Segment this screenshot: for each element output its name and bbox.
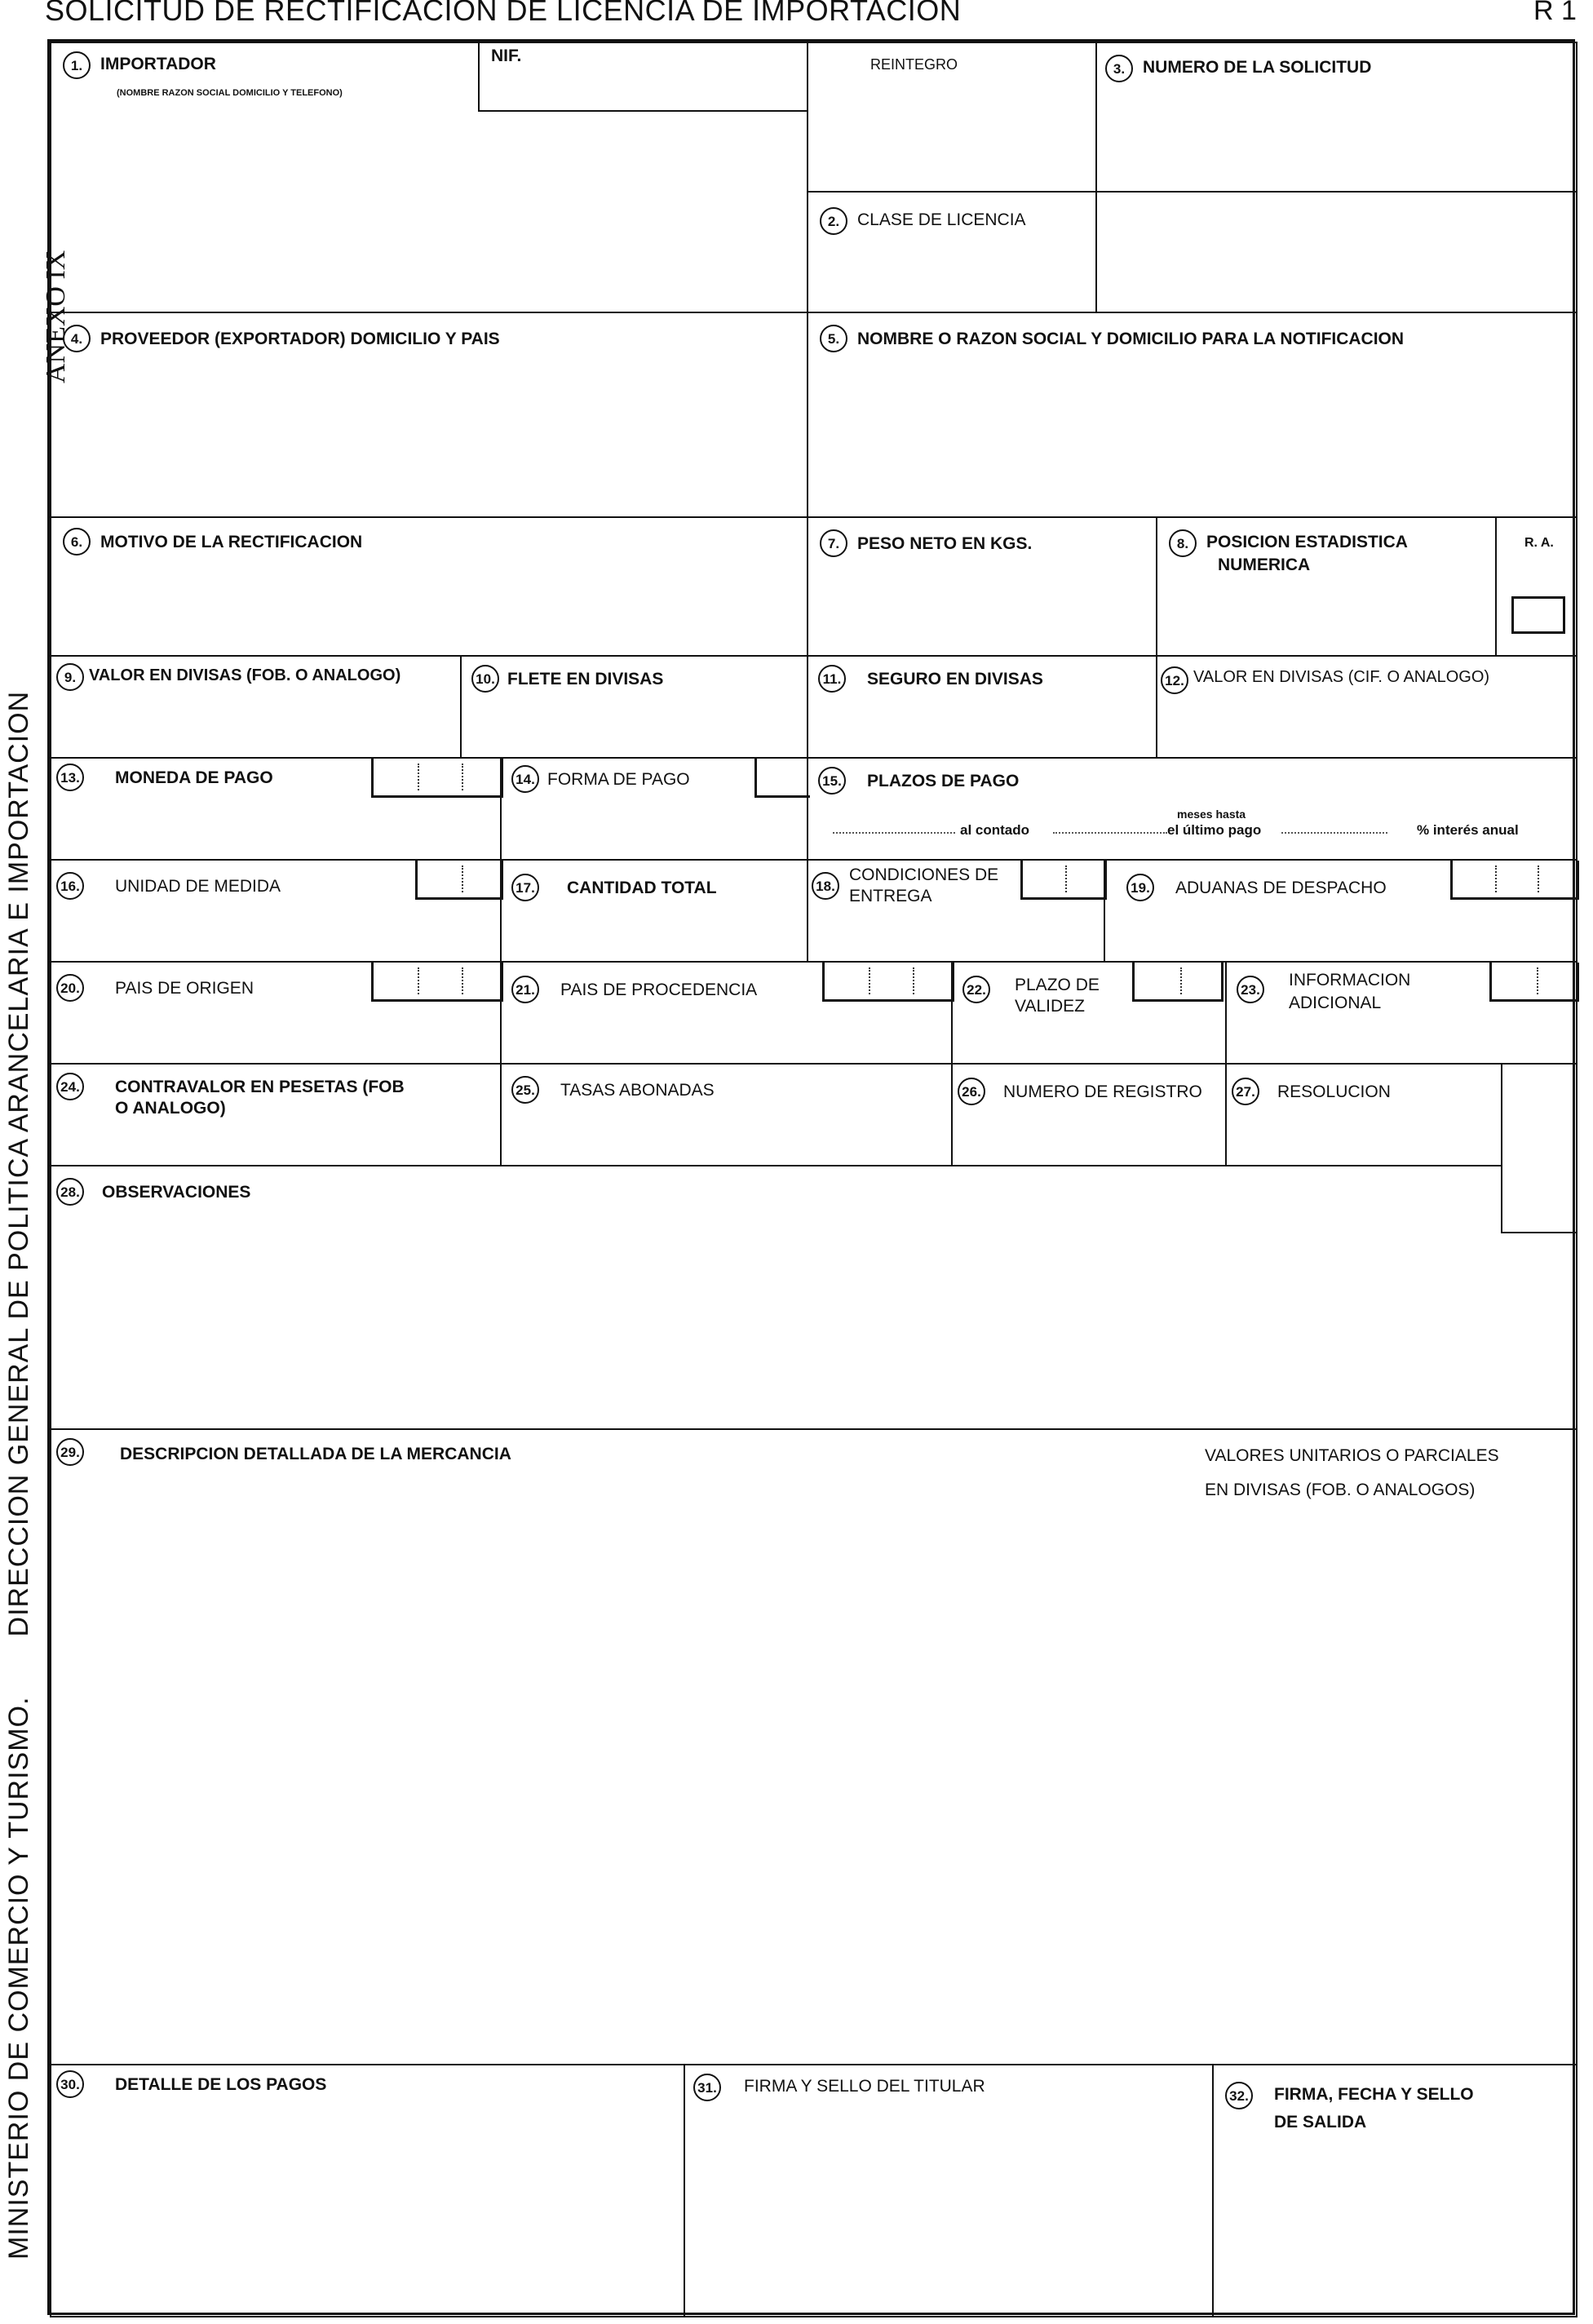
field-number-27: 27.	[1232, 1078, 1259, 1105]
field-21-code-box[interactable]	[822, 963, 954, 1002]
field-15-last-payment: el último pago	[1167, 822, 1262, 838]
field-13-currency[interactable]	[50, 757, 502, 861]
field-number-1: 1.	[63, 51, 91, 79]
field-number-14: 14.	[511, 765, 539, 793]
field-24-peseta-value[interactable]	[50, 1063, 502, 1166]
field-2-label: CLASE DE LICENCIA	[857, 210, 1026, 229]
field-number-11: 11.	[818, 665, 846, 693]
reintegro-label: REINTEGRO	[870, 56, 958, 73]
field-number-28: 28.	[56, 1178, 84, 1206]
field-21-provenance-country[interactable]	[500, 961, 953, 1065]
field-15-label: PLAZOS DE PAGO	[867, 772, 1020, 790]
field-3-label: NUMERO DE LA SOLICITUD	[1143, 58, 1372, 77]
ministry-name: MINISTERIO DE COMERCIO Y TURISMO.	[3, 1696, 34, 2260]
field-26-registry-number[interactable]	[951, 1063, 1227, 1166]
field-18-label: CONDICIONES DE	[849, 865, 999, 884]
field-29-values-label: VALORES UNITARIOS O PARCIALES	[1205, 1446, 1499, 1465]
field-22-validity[interactable]	[951, 961, 1227, 1065]
field-10-freight[interactable]	[460, 655, 808, 759]
field-number-6: 6.	[63, 528, 91, 556]
field-2-license-class[interactable]	[807, 191, 1097, 313]
field-23-label-2: ADICIONAL	[1289, 994, 1382, 1012]
field-18-delivery-conditions[interactable]	[807, 859, 1105, 963]
nif-field[interactable]	[478, 42, 808, 112]
field-31-holder-signature[interactable]	[684, 2064, 1214, 2317]
empty-box-top-right[interactable]	[1095, 191, 1578, 313]
field-number-12: 12.	[1161, 666, 1188, 694]
field-26-label: NUMERO DE REGISTRO	[1003, 1082, 1202, 1101]
field-22-label: PLAZO DE	[1015, 976, 1100, 994]
field-9-fob-value[interactable]	[50, 655, 462, 759]
field-27-label: RESOLUCION	[1277, 1082, 1391, 1101]
field-15-payment-terms[interactable]	[807, 757, 1578, 861]
field-19-code-box[interactable]	[1450, 861, 1579, 900]
field-23-label: INFORMACION	[1289, 971, 1411, 989]
field-20-code-box[interactable]	[371, 963, 503, 1002]
field-number-13: 13.	[56, 764, 84, 791]
field-14-code-box[interactable]	[754, 759, 810, 798]
field-22-label-2: VALIDEZ	[1015, 997, 1085, 1016]
field-1-sublabel: (NOMBRE RAZON SOCIAL DOMICILIO Y TELEFONO)	[117, 88, 343, 98]
field-25-fees-paid[interactable]	[500, 1063, 953, 1166]
field-7-net-weight[interactable]	[807, 516, 1157, 657]
field-18-label-2: ENTREGA	[849, 887, 932, 905]
field-4-label: PROVEEDOR (EXPORTADOR) DOMICILIO Y PAIS	[100, 330, 500, 348]
field-21-label: PAIS DE PROCEDENCIA	[560, 981, 758, 999]
field-24-label: CONTRAVALOR EN PESETAS (FOB	[115, 1078, 405, 1096]
field-14-label: FORMA DE PAGO	[547, 770, 690, 789]
field-30-label: DETALLE DE LOS PAGOS	[115, 2075, 327, 2094]
field-8-statistical-position[interactable]	[1156, 516, 1497, 657]
field-number-3: 3.	[1105, 55, 1133, 82]
field-15-cash: al contado	[960, 822, 1030, 838]
field-4-supplier[interactable]	[50, 312, 808, 518]
field-10-label: FLETE EN DIVISAS	[507, 670, 664, 688]
field-22-code-box[interactable]	[1132, 963, 1224, 1002]
field-17-label: CANTIDAD TOTAL	[567, 879, 717, 897]
field-11-label: SEGURO EN DIVISAS	[867, 670, 1043, 688]
field-28-observations[interactable]	[50, 1165, 1502, 1430]
field-19-customs[interactable]	[1104, 859, 1578, 963]
field-11-insurance[interactable]	[807, 655, 1157, 759]
field-18-code-box[interactable]	[1020, 861, 1107, 900]
field-28-label: OBSERVACIONES	[102, 1183, 251, 1202]
field-30-payment-details[interactable]	[50, 2064, 685, 2317]
field-23-additional-info[interactable]	[1225, 961, 1578, 1065]
field-number-7: 7.	[820, 529, 847, 557]
field-number-23: 23.	[1237, 976, 1264, 1003]
field-5-label: NOMBRE O RAZON SOCIAL Y DOMICILIO PARA LA NOTIFICACION	[857, 330, 1405, 348]
annex-label: ANEXO IX	[41, 250, 71, 383]
field-number-17: 17.	[511, 874, 539, 901]
field-24-label-2: O ANALOGO)	[115, 1099, 226, 1118]
ra-field[interactable]	[1495, 516, 1578, 657]
field-25-label: TASAS ABONADAS	[560, 1081, 715, 1100]
field-1-label: IMPORTADOR	[100, 55, 216, 73]
field-15-interest: % interés anual	[1417, 822, 1519, 838]
field-number-4: 4.	[63, 325, 91, 352]
field-number-25: 25.	[511, 1076, 539, 1104]
field-29-values-label-2: EN DIVISAS (FOB. O ANALOGOS)	[1205, 1481, 1476, 1499]
field-number-20: 20.	[56, 974, 84, 1002]
field-6-label: MOTIVO DE LA RECTIFICACION	[100, 533, 363, 551]
field-number-16: 16.	[56, 872, 84, 900]
field-number-24: 24.	[56, 1073, 84, 1100]
field-31-label: FIRMA Y SELLO DEL TITULAR	[744, 2077, 985, 2096]
direction-name: DIRECCION GENERAL DE POLITICA ARANCELARIA E IMPORTACION	[3, 690, 34, 1637]
ra-checkbox[interactable]	[1511, 596, 1565, 634]
ra-label: R. A.	[1524, 536, 1554, 550]
field-16-code-box[interactable]	[415, 861, 503, 900]
rectification-form	[47, 39, 1575, 2315]
field-12-label: VALOR EN DIVISAS (CIF. O ANALOGO)	[1193, 668, 1490, 686]
field-number-2: 2.	[820, 207, 847, 235]
field-number-29: 29.	[56, 1438, 84, 1466]
field-17-total-quantity[interactable]	[500, 859, 808, 963]
field-number-30: 30.	[56, 2070, 84, 2098]
field-number-10: 10.	[471, 665, 499, 693]
field-27-resolution[interactable]	[1225, 1063, 1502, 1166]
field-number-19: 19.	[1126, 874, 1154, 901]
field-3-request-number[interactable]	[1095, 42, 1578, 193]
field-number-5: 5.	[820, 325, 847, 352]
ministry-sidebar	[3, 237, 35, 2260]
field-5-notification[interactable]	[807, 312, 1578, 518]
field-number-21: 21.	[511, 976, 539, 1003]
field-29-goods-description[interactable]	[50, 1428, 1578, 2065]
field-23-code-box[interactable]	[1489, 963, 1579, 1002]
field-8-label-2: NUMERICA	[1218, 556, 1311, 574]
field-number-18: 18.	[812, 872, 839, 900]
field-19-label: ADUANAS DE DESPACHO	[1175, 879, 1387, 897]
field-9-label: VALOR EN DIVISAS (FOB. O ANALOGO)	[89, 666, 401, 684]
field-number-15: 15.	[818, 767, 846, 795]
field-32-label: FIRMA, FECHA Y SELLO	[1274, 2085, 1474, 2104]
field-13-label: MONEDA DE PAGO	[115, 768, 273, 787]
field-13-code-box[interactable]	[371, 759, 503, 798]
reintegro-field[interactable]	[807, 42, 1097, 193]
field-15-months-until: meses hasta	[1177, 808, 1246, 821]
field-32-label-2: DE SALIDA	[1274, 2113, 1367, 2131]
field-number-26: 26.	[958, 1078, 985, 1105]
field-7-label: PESO NETO EN KGS.	[857, 534, 1033, 553]
field-20-label: PAIS DE ORIGEN	[115, 979, 254, 998]
field-16-unit[interactable]	[50, 859, 502, 963]
form-code: R 1	[1533, 0, 1577, 26]
field-number-8: 8.	[1169, 529, 1197, 557]
field-32-exit-signature[interactable]	[1212, 2064, 1578, 2317]
field-number-22: 22.	[962, 976, 990, 1003]
field-number-31: 31.	[693, 2074, 721, 2101]
field-12-cif-value[interactable]	[1156, 655, 1578, 759]
observations-right-extension	[1501, 1232, 1578, 1430]
nif-label: NIF.	[491, 46, 522, 65]
resolution-side-box[interactable]	[1501, 1063, 1578, 1233]
form-title: SOLICITUD DE RECTIFICACION DE LICENCIA DE IMPORTACION	[45, 0, 962, 27]
field-29-label: DESCRIPCION DETALLADA DE LA MERCANCIA	[120, 1445, 511, 1463]
field-number-9: 9.	[56, 663, 84, 691]
field-8-label: POSICION ESTADISTICA	[1206, 533, 1408, 551]
field-14-payment-method[interactable]	[500, 757, 808, 861]
field-number-32: 32.	[1225, 2082, 1253, 2109]
field-16-label: UNIDAD DE MEDIDA	[115, 877, 281, 896]
field-6-reason[interactable]	[50, 516, 808, 657]
field-20-origin-country[interactable]	[50, 961, 502, 1065]
